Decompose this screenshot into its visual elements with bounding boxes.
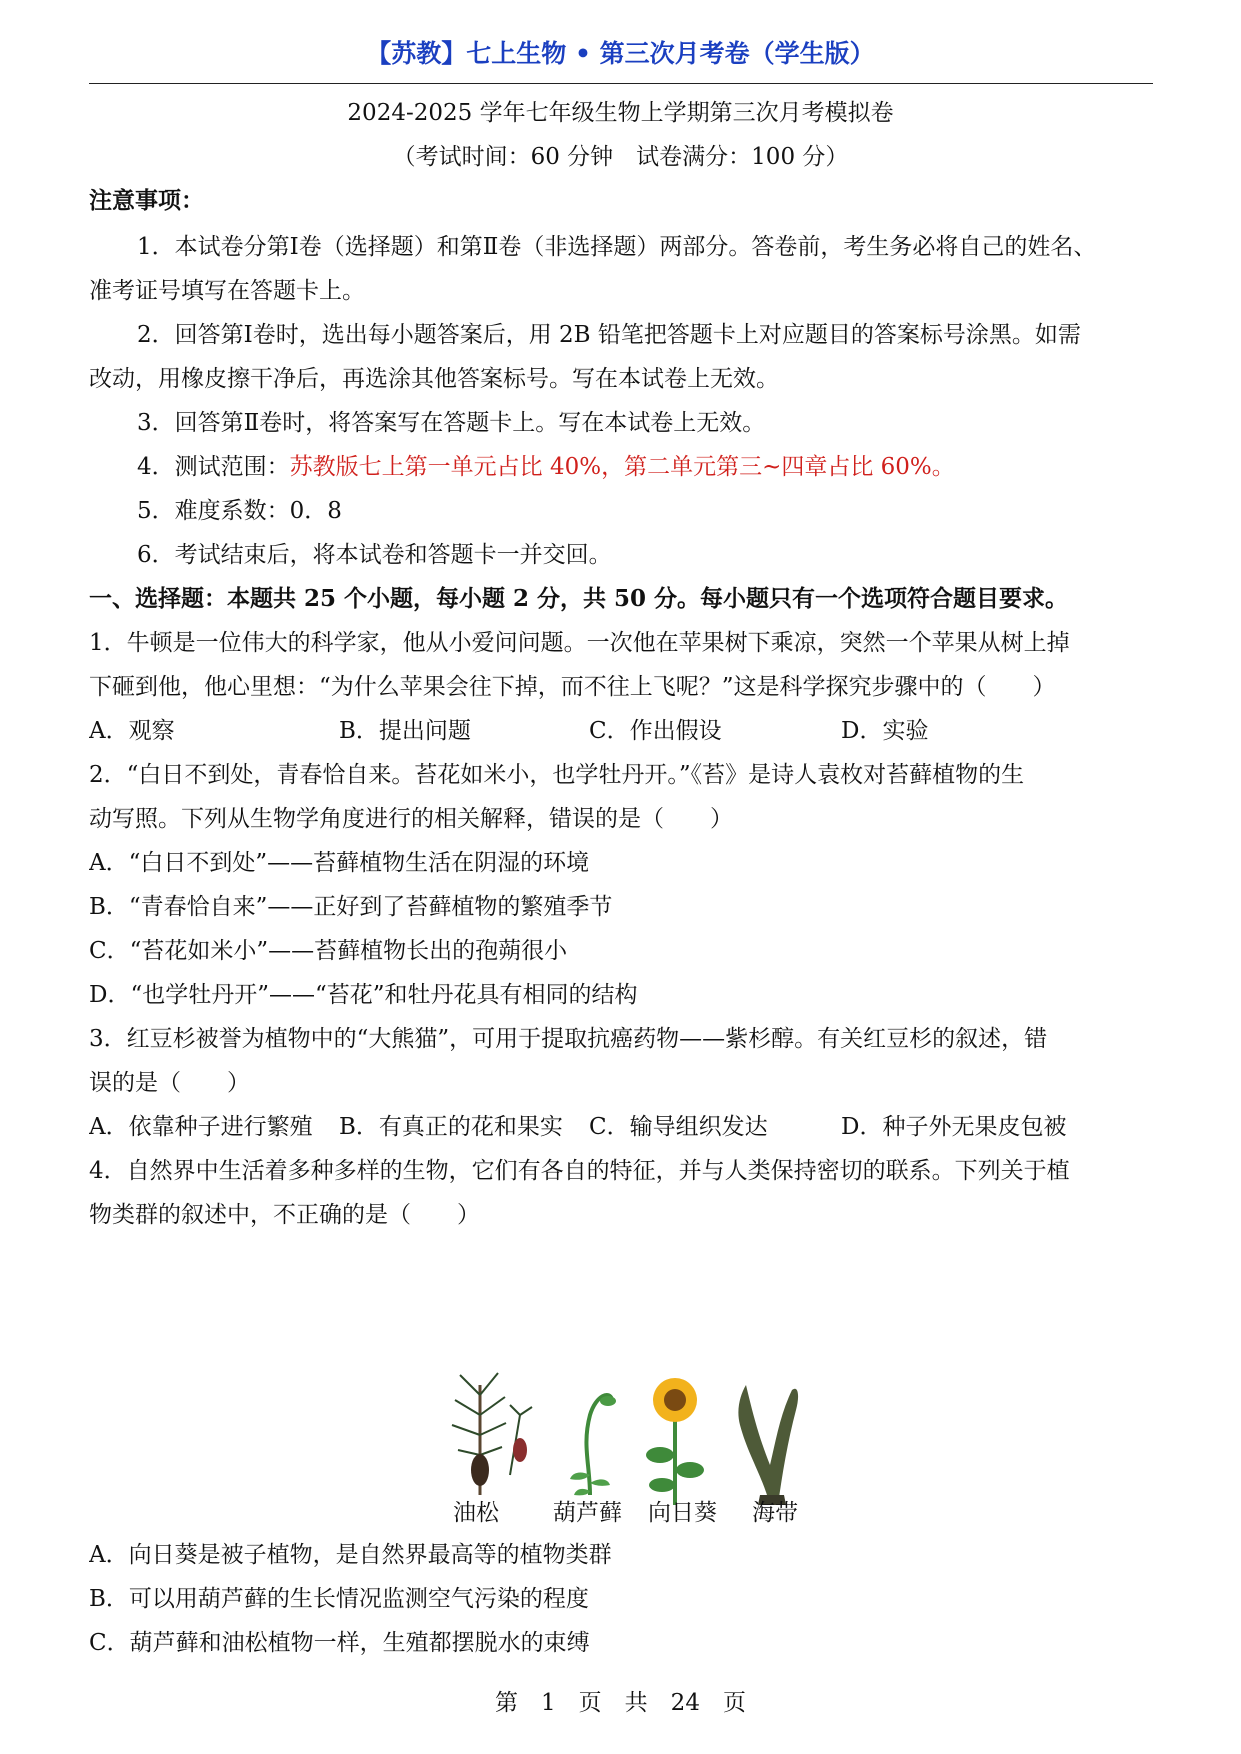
figure-label-kelp: 海带 — [752, 1500, 798, 1526]
q4-option-b: B．可以用葫芦藓的生长情况监测空气污染的程度 — [89, 1586, 589, 1612]
q1-stem-cont: 下砸到他，他心里想：“为什么苹果会往下掉，而不往上飞呢？”这是科学探究步骤中的（ ） — [89, 674, 1056, 700]
header-rule — [89, 83, 1153, 84]
q2-option-c: C．“苔花如米小”——苔藓植物长出的孢蒴很小 — [89, 938, 568, 964]
sunflower-illustration — [646, 1378, 704, 1505]
q1-option-c: C．作出假设 — [589, 718, 722, 744]
exam-subtitle: （考试时间：60 分钟 试卷满分：100 分） — [392, 144, 849, 170]
notice-item-3: 3．回答第Ⅱ卷时，将答案写在答题卡上。写在本试卷上无效。 — [137, 410, 766, 436]
figure-label-sunflower: 向日葵 — [648, 1500, 717, 1526]
q3-stem-cont: 误的是（ ） — [89, 1070, 250, 1096]
notice-item-1-cont: 准考证号填写在答题卡上。 — [89, 278, 365, 304]
q2-option-d: D．“也学牡丹开”——“苔花”和牡丹花具有相同的结构 — [89, 982, 638, 1008]
notice-item-2-cont: 改动，用橡皮擦干净后，再选涂其他答案标号。写在本试卷上无效。 — [89, 366, 779, 392]
q2-option-a: A．“白日不到处”——苔藓植物生活在阴湿的环境 — [89, 850, 590, 876]
moss-illustration — [570, 1395, 616, 1495]
notice-item-2: 2．回答第Ⅰ卷时，选出每小题答案后，用 2B 铅笔把答题卡上对应题目的答案标号涂黑。如需 — [137, 322, 1081, 348]
q3-option-c: C．输导组织发达 — [589, 1114, 768, 1140]
q1-option-b: B．提出问题 — [339, 718, 471, 744]
pine-illustration — [452, 1373, 532, 1495]
q1-options — [89, 716, 1153, 746]
figure-label-pine: 油松 — [453, 1500, 499, 1526]
q4-stem: 4．自然界中生活着多种多样的生物，它们有各自的特征，并与人类保持密切的联系。下列关于植 — [89, 1158, 1070, 1184]
q1-stem: 1．牛顿是一位伟大的科学家，他从小爱问问题。一次他在苹果树下乘凉，突然一个苹果从树上掉 — [89, 630, 1070, 656]
test-scope: 苏教版七上第一单元占比 40%，第二单元第三~四章占比 60%。 — [289, 454, 955, 480]
q1-option-d: D．实验 — [841, 718, 929, 744]
q2-stem-cont: 动写照。下列从生物学角度进行的相关解释，错误的是（ ） — [89, 806, 733, 832]
q2-option-b: B．“青春恰自来”——正好到了苔藓植物的繁殖季节 — [89, 894, 613, 920]
notice-item-5: 5．难度系数：0．8 — [137, 498, 342, 524]
exam-title: 2024-2025 学年七年级生物上学期第三次月考模拟卷 — [347, 100, 894, 126]
notice-heading: 注意事项： — [89, 187, 204, 214]
kelp-illustration — [738, 1385, 798, 1505]
q4-option-a: A．向日葵是被子植物，是自然界最高等的植物类群 — [89, 1542, 612, 1568]
notice-item-4 — [89, 452, 1153, 482]
q3-stem: 3．红豆杉被誉为植物中的“大熊猫”，可用于提取抗癌药物——紫杉醇。有关红豆杉的叙述，错 — [89, 1026, 1048, 1052]
notice-item-4-prefix: 4．测试范围： — [137, 454, 290, 480]
q3-option-b: B．有真正的花和果实 — [339, 1114, 563, 1140]
q1-option-a: A．观察 — [89, 718, 175, 744]
q3-options — [89, 1112, 1153, 1142]
q3-option-d: D．种子外无果皮包被 — [841, 1114, 1067, 1140]
q4-option-c: C．葫芦藓和油松植物一样，生殖都摆脱水的束缚 — [89, 1630, 590, 1656]
q2-stem: 2．“白日不到处，青春恰自来。苔花如米小，也学牡丹开。”《苔》是诗人袁枚对苔藓植物的生 — [89, 762, 1025, 788]
doc-header: 【苏教】七上生物 • 第三次月考卷（学生版） — [366, 39, 875, 68]
notice-item-1: 1．本试卷分第Ⅰ卷（选择题）和第Ⅱ卷（非选择题）两部分。答卷前，考生务必将自己的姓名、 — [137, 234, 1097, 260]
section-heading: 一、选择题：本题共 25 个小题，每小题 2 分，共 50 分。每小题只有一个选项符合题目要求。 — [89, 585, 1069, 612]
figure-label-moss: 葫芦藓 — [553, 1500, 622, 1526]
q3-option-a: A．依靠种子进行繁殖 — [89, 1114, 313, 1140]
q4-stem-cont: 物类群的叙述中，不正确的是（ ） — [89, 1202, 480, 1228]
page-footer: 第 1 页 共 24 页 — [495, 1690, 746, 1716]
notice-item-6: 6．考试结束后，将本试卷和答题卡一并交回。 — [137, 542, 612, 568]
